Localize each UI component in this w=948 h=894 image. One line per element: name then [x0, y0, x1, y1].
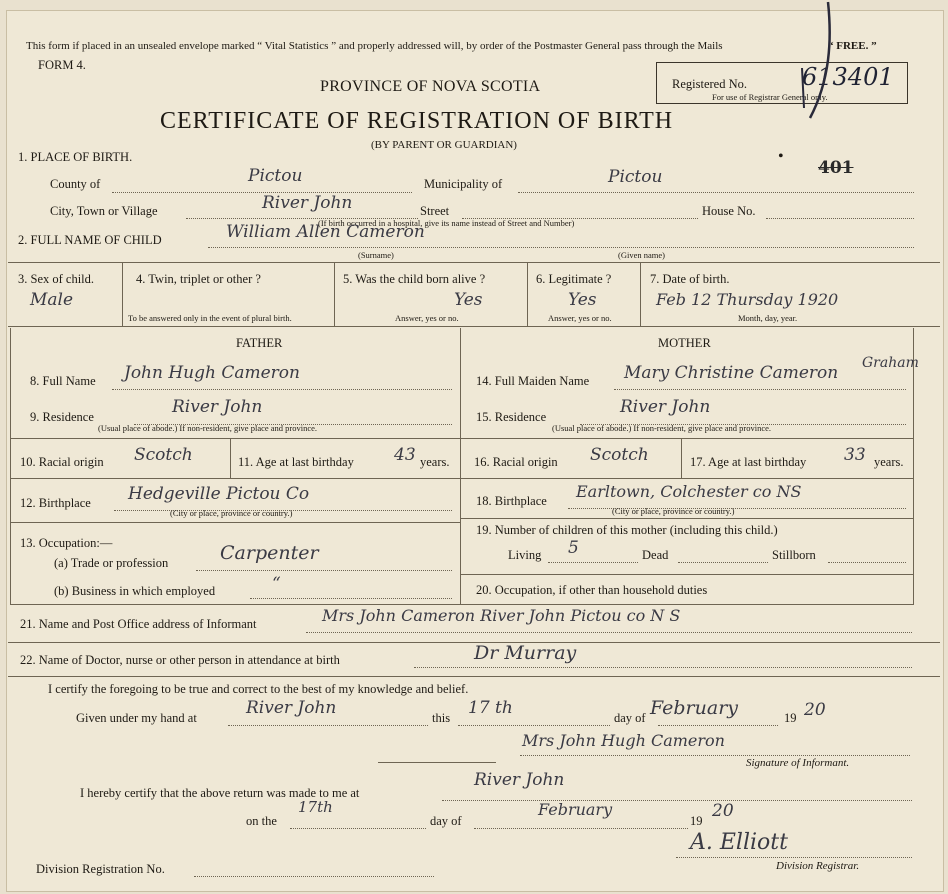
father-age-label: 11. Age at last birthday [238, 455, 354, 469]
mother-name-value: Mary Christine Cameron [624, 363, 839, 383]
division-registrar-caption: Division Registrar. [776, 860, 860, 872]
father-business-label: (b) Business in which employed [54, 584, 216, 598]
mother-racial-value: Scotch [590, 445, 649, 465]
sex-value: Male [30, 290, 74, 310]
mother-residence-label: 15. Residence [476, 410, 547, 424]
mother-city-note: (City or place, province or country.) [612, 506, 735, 516]
mother-name-label: 14. Full Maiden Name [476, 374, 590, 388]
mother-racial-label: 16. Racial origin [474, 455, 558, 469]
father-age-value: 43 [394, 445, 416, 465]
mother-residence-value: River John [620, 397, 711, 417]
mother-name-correction: Graham [862, 355, 919, 371]
mother-children-label: 19. Number of children of this mother (including this child.) [476, 523, 778, 537]
stillborn-label: Stillborn [772, 548, 816, 562]
city-label: City, Town or Village [50, 204, 158, 218]
father-racial-label: 10. Racial origin [20, 455, 104, 469]
father-racial-value: Scotch [134, 445, 193, 465]
doctor-label: 22. Name of Doctor, nurse or other person in attendance at birth [20, 653, 340, 667]
dob-label: 7. Date of birth. [650, 272, 730, 286]
informant-signature-caption: Signature of Informant. [746, 757, 850, 769]
father-city-note: (City or place, province or country.) [170, 508, 293, 518]
given-under-label: Given under my hand at [76, 711, 197, 725]
registered-label: Registered No. [672, 77, 747, 91]
dob-note: Month, day, year. [738, 313, 798, 323]
certify-statement: I certify the foregoing to be true and correct to the best of my knowledge and belief. [48, 682, 469, 696]
municipality-value: Pictou [608, 167, 663, 187]
father-heading: FATHER [236, 336, 283, 350]
father-name-value: John Hugh Cameron [124, 363, 300, 383]
father-name-label: 8. Full Name [30, 374, 96, 388]
county-value: Pictou [248, 166, 303, 186]
county-label: County of [50, 177, 101, 191]
return-day-value: 17th [298, 798, 333, 816]
child-name-value: William Allen Cameron [226, 222, 425, 242]
father-birthplace-value: Hedgeville Pictou Co [128, 484, 310, 504]
mother-birthplace-value: Earltown, Colchester co NS [576, 482, 802, 501]
place-of-birth-heading: 1. PLACE OF BIRTH. [18, 150, 133, 164]
house-no-label: House No. [702, 204, 756, 218]
father-trade-label: (a) Trade or profession [54, 556, 169, 570]
living-label: Living [508, 548, 542, 562]
legitimate-label: 6. Legitimate ? [536, 272, 612, 286]
return-day-of-label: day of [430, 814, 462, 828]
mother-occupation-label: 20. Occupation, if other than household duties [476, 583, 708, 597]
municipality-label: Municipality of [424, 177, 503, 191]
twin-note: To be answered only in the event of plural birth. [128, 313, 292, 323]
father-residence-label: 9. Residence [30, 410, 94, 424]
return-made-label: I hereby certify that the above return was made to me at [80, 786, 360, 800]
mother-abode-note: (Usual place of abode.) If non-resident, give place and province. [552, 423, 772, 433]
informant-address-value: Mrs John Cameron River John Pictou co N S [322, 606, 681, 625]
year-prefix: 19 [784, 711, 797, 725]
return-year-value: 20 [712, 801, 734, 821]
mother-birthplace-label: 18. Birthplace [476, 494, 547, 508]
father-business-value: “ [272, 574, 281, 594]
father-abode-note: (Usual place of abode.) If non-resident, give place and province. [98, 423, 318, 433]
legitimate-value: Yes [568, 290, 597, 310]
province-heading: PROVINCE OF NOVA SCOTIA [320, 78, 541, 95]
mother-heading: MOTHER [658, 336, 711, 350]
surname-note: (Surname) [358, 250, 394, 260]
mother-age-value: 33 [844, 445, 866, 465]
living-value: 5 [568, 538, 579, 558]
father-occupation-label: 13. Occupation:— [20, 536, 113, 550]
given-year-value: 20 [804, 700, 826, 720]
street-label: Street [420, 204, 450, 218]
day-of-label: day of [614, 711, 646, 725]
mail-note: This form if placed in an unsealed envelope marked “ Vital Statistics ” and properly addressed will, by order of the Postmaster General pass through the Mails [26, 40, 723, 52]
given-month-value: February [650, 697, 739, 719]
given-day-value: 17 th [468, 698, 513, 718]
division-registration-label: Division Registration No. [36, 862, 165, 876]
return-year-prefix: 19 [690, 814, 703, 828]
on-the-label: on the [246, 814, 277, 828]
born-alive-label: 5. Was the child born alive ? [343, 272, 486, 286]
registered-number: 613401 [802, 63, 894, 91]
this-label: this [432, 711, 451, 725]
given-name-note: (Given name) [618, 250, 665, 260]
document-subtitle: (BY PARENT OR GUARDIAN) [371, 139, 517, 151]
check-mark: • [778, 148, 784, 165]
dob-value: Feb 12 Thursday 1920 [656, 290, 839, 309]
registrar-pen-mark [780, 0, 840, 125]
city-value: River John [262, 193, 353, 213]
born-alive-note: Answer, yes or no. [395, 313, 459, 323]
doctor-value: Dr Murray [474, 642, 577, 664]
registrar-use-note: For use of Registrar General only. [712, 92, 828, 102]
sex-label: 3. Sex of child. [18, 272, 95, 286]
father-trade-value: Carpenter [220, 542, 319, 564]
mother-age-label: 17. Age at last birthday [690, 455, 807, 469]
twin-label: 4. Twin, triplet or other ? [136, 272, 261, 286]
father-years-label: years. [420, 455, 450, 469]
given-place-value: River John [246, 698, 337, 718]
hospital-note: (If birth occurred in a hospital, give its name instead of Street and Number) [318, 218, 575, 228]
born-alive-value: Yes [454, 290, 483, 310]
mother-years-label: years. [874, 455, 904, 469]
corner-number: 401 [818, 158, 854, 178]
registrar-signature: A. Elliott [690, 830, 788, 855]
informant-address-label: 21. Name and Post Office address of Informant [20, 617, 257, 631]
child-name-label: 2. FULL NAME OF CHILD [18, 233, 162, 247]
return-place-value: River John [474, 770, 565, 790]
legitimate-note: Answer, yes or no. [548, 313, 612, 323]
father-birthplace-label: 12. Birthplace [20, 496, 91, 510]
father-residence-value: River John [172, 397, 263, 417]
form-number: FORM 4. [38, 58, 86, 72]
free-label: “ FREE. ” [828, 40, 877, 52]
dead-label: Dead [642, 548, 669, 562]
return-month-value: February [538, 800, 613, 819]
document-title: CERTIFICATE OF REGISTRATION OF BIRTH [160, 108, 674, 134]
informant-signature: Mrs John Hugh Cameron [522, 731, 725, 750]
